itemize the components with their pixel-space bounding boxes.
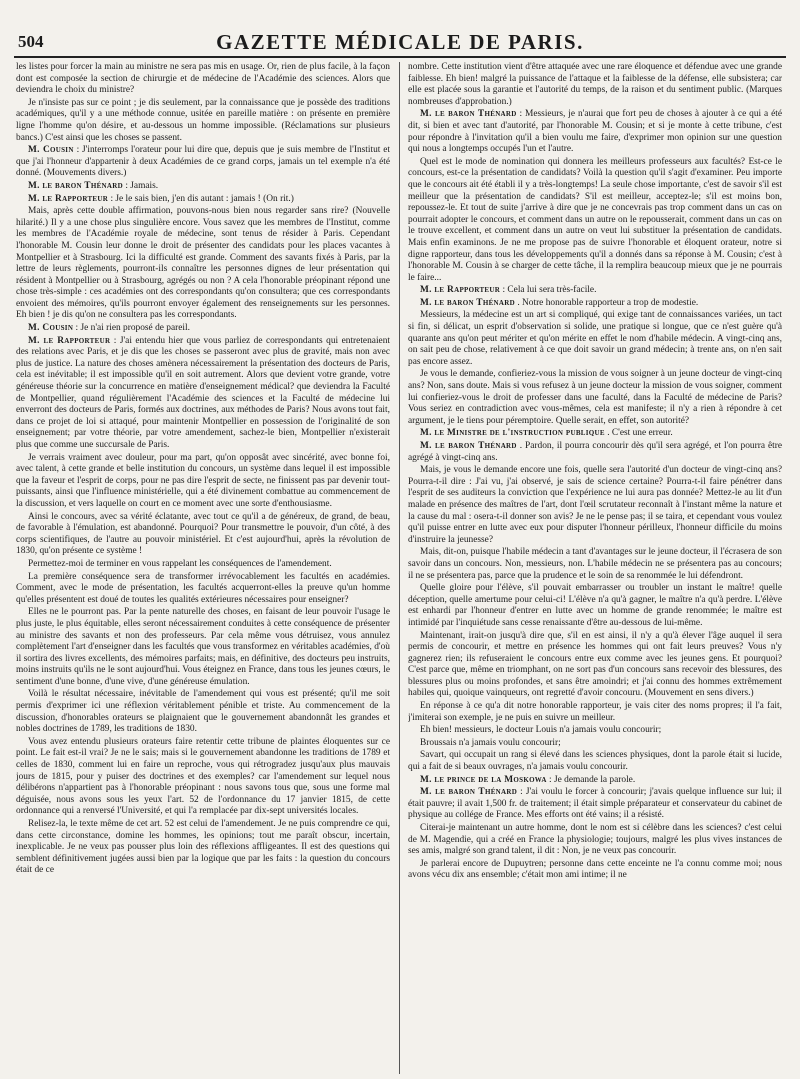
column-divider	[399, 62, 400, 1074]
speaker-name: M. le Rapporteur	[420, 285, 501, 296]
paragraph	[16, 181, 390, 193]
paragraph-text: : Je n'ai rien proposé de pareil.	[75, 323, 190, 334]
paragraph	[408, 465, 782, 546]
paragraph-text: Permettez-moi de terminer en vous rappelant les conséquences de l'amendement.	[28, 558, 332, 569]
paragraph	[408, 725, 782, 737]
speaker-name: M. le baron Thénard	[28, 180, 123, 191]
paragraph	[408, 62, 782, 108]
paragraph	[16, 62, 390, 97]
paragraph	[16, 607, 390, 688]
paragraph-text: : Je demande la parole.	[549, 774, 636, 785]
page-header	[14, 26, 786, 58]
paragraph	[408, 547, 782, 582]
right-column	[408, 62, 782, 1074]
paragraph-text: Je verrais vraiment avec douleur, pour ma part, qu'on opposât avec sincérité, avec bonne foi, avec talent, à cette grande et belle institution du concours, un système dans lequel il est impossible que la faveur et l'esprit de corps, pour ne pas dire l'esprit de secte, ne finissent pas par devenir tout-puissants, ainsi que l'influence ministérielle, qui a été divinement combattue au commencement de la discussion, et vers laquelle on court en ce moment avec une sorte d'enthousiasme.	[16, 452, 390, 509]
paragraph	[16, 206, 390, 322]
paragraph	[408, 298, 782, 310]
paragraph	[408, 428, 782, 440]
paragraph	[408, 750, 782, 773]
paragraph-text: . C'est une erreur.	[607, 428, 673, 439]
paragraph-text: Mais, après cette double affirmation, pouvons-nous bien nous regarder sans rire? (Nouvelle hilarité.) Il y a une chose plus singulière encore. Vous savez que les membres de l'Institut, comme les membres de l'Académie royale de médecine, sont tenus de résider à Paris. Cependant l'honorable M. Cousin leur donne le droit de présenter des candidats pour les places vacantes à Montpellier et à Strasbourg. Ici la difficulté est grande. Comment des savants fixés à Paris, par la lettre de leurs règlements, pourront-ils connaître les personnes dignes de leur présentation qui résident à Montpellier ou à Strasbourg, agrégés ou non ? A cela l'honorable préopinant répond une chose très-simple : ces académies ont des correspondants qu'on consultera; que ces correspondants envoient des mémoires, qu'ils pourront envoyer également des renseignements sur les personnes. Eh bien ! je dis qu'on ne consultera pas les correspondants.	[16, 206, 390, 321]
paragraph-text: : J'ai voulu le forcer à concourir; j'avais quelque influence sur lui; il était pauvre; il avait 1,500 fr. de traitement; il était simple préparateur et conservateur du cabinet de physique au collége de France. Mes efforts ont été vains; il a résisté.	[408, 787, 782, 821]
paragraph	[16, 336, 390, 452]
paragraph-text: Savart, qui occupait un rang si élevé dans les sciences physiques, dont la parole était si lucide, qui a fait de si beaux ouvrages, n'a jamais voulu concourir.	[408, 750, 782, 773]
speaker-name: M. le Ministre de l'instruction publique	[420, 428, 605, 439]
paragraph-text: En réponse à ce qu'a dit notre honorable rapporteur, je vais citer des noms propres; il l'a fait, j'imiterai son exemple, je ne puis en suivre un meilleur.	[408, 701, 782, 723]
paragraph-text: Quelle gloire pour l'élève, s'il pouvait embarrasser ou troubler un instant le maître! quelle déception, quelle amertume pour celui-ci! L'élève n'a qu'à gagner, le maître n'a qu'à perdre. L'élève est enhardi par l'honneur d'entrer en lutte avec un homme de grande renommée; le maître est intimidé par l'inquiétude sans cesse renaissante d'être au-dessous de lui-même.	[408, 583, 782, 628]
paragraph	[408, 157, 782, 285]
journal-title: GAZETTE MÉDICALE DE PARIS.	[216, 30, 584, 54]
paragraph	[16, 194, 390, 206]
paragraph	[408, 787, 782, 822]
paragraph	[408, 859, 782, 882]
paragraph-text: Messieurs, la médecine est un art si compliqué, qui exige tant de connaissances variées, un tact si fin, si délicat, un esprit d'observation si solide, une pratique si longue, que ce n'est guère qu'à quarante ans qu'on peut mériter et qu'on mérite en effet le nom d'habile médecin. A vingt-cinq ans, on sait peu de chose, relativement à ce que doit savoir un grand médecin; à trente ans, on n'en sait pas encore assez.	[408, 310, 782, 367]
speaker-name: M. Cousin	[28, 323, 74, 334]
paragraph	[408, 775, 782, 787]
article-body	[16, 62, 786, 1074]
paragraph	[16, 689, 390, 735]
paragraph	[408, 823, 782, 858]
paragraph-text: Je parlerai encore de Dupuytren; personne dans cette enceinte ne l'a connu comme moi; nous avons vécu dix ans ensemble; c'était mon ami intime; il ne	[408, 858, 782, 881]
paragraph	[408, 631, 782, 701]
paragraph	[16, 737, 390, 818]
paragraph-text: . Notre honorable rapporteur a trop de modestie.	[517, 297, 699, 308]
paragraph-text: : J'ai entendu hier que vous parliez de correspondants qui entretenaient des relations avec Paris, et je dis que les choses se passeront avec plus de gravité, mais non avec plus de justice. La nature des choses amènera nécessairement la présentation des docteurs de Paris, cela est inévitable; il est impossible qu'il en soit autrement. Alors que devient votre grande, votre généreuse théorie sur la concurrence en matière d'enseignement médical? que deviendra la Faculté de Montpellier, quand régulièrement l'Académie des sciences et la Faculté de médecine lui enverront des docteurs de Paris, formés aux doctrines, aux méthodes de Paris? Nous avons tout fait, dans ce projet de loi si attaqué, pour maintenir Montpellier en possession de l'originalité de son enseignement; par votre théorie, par votre amendement, sachez-le bien, Montpellier n'existerait plus que comme une succursale de Paris.	[16, 335, 390, 450]
page-number: 504	[18, 32, 44, 51]
paragraph-text: nombre. Cette institution vient d'être attaquée avec une rare éloquence et défendue avec une grande faiblesse. Eh bien! malgré la puissance de l'attaque et la faiblesse de la défense, elle subsistera; car elle est placée sous la garantie et l'autorité du temps, de la raison et du sentiment public. (Marques nombreuses d'approbation.)	[408, 62, 782, 107]
paragraph-text: Relisez-la, le texte même de cet art. 52 est celui de l'amendement. Je ne puis comprendre ce qui, dans cette circonstance, domine les hommes, les opinions; tout me paraît obscur, incertain, inexplicable. Je ne veux pas pousser plus loin des réflexions affligeantes. Il est des questions qui semblent définitivement jugées aussi bien par la logique que par les faits : la question du concours était de ce	[16, 819, 390, 876]
paragraph	[16, 98, 390, 144]
paragraph-text: : Jamais.	[125, 180, 159, 191]
paragraph-text: : Messieurs, je n'aurai que fort peu de choses à ajouter à ce qui a été dit, si bien et avec tant d'autorité, par l'honorable M. Cousin; et si je monte à cette tribune, c'est pour répondre à l'invitation qu'il a bien voulu me faire, d'exprimer mon opinion sur une question qui nous a longtemps occupés l'un et l'autre.	[408, 109, 782, 155]
paragraph-text: Ainsi le concours, avec sa vérité éclatante, avec tout ce qu'il a de généreux, de grand, de beau, de favorable à l'émulation, est abandonné. Pourquoi? Pour transmettre le pouvoir, d'un côté, à des corps scientifiques, de l'autre au pouvoir ministériel. Et c'est aujourd'hui, après la révolution de 1830, qu'on présente ce système !	[16, 511, 390, 557]
speaker-name: M. le prince de la Moskowa	[420, 774, 547, 785]
left-column	[16, 62, 390, 1074]
paragraph-text: Je n'insiste pas sur ce point ; je dis seulement, par la connaissance que je possède des traditions académiques, qu'il y a une méthode connue, usitée en pareille matière : on présente en première ligne l'homme qu'on désire, et au-dessous un homme impossible. (Réclamations sur plusieurs bancs.) C'est ainsi que les choses se passent.	[16, 97, 390, 143]
paragraph-text: Je vous le demande, confieriez-vous la mission de vous soigner à un jeune docteur de vingt-cinq ans? Non, sans doute. Mais si vous refusez à un jeune docteur la mission de vous soigner, comment lui confieriez-vous le droit de professer dans une faculté, dans la Faculté de médecine de Paris? Vous seriez en contradiction avec vous-mêmes, cela est manifeste; il n'y a rien à répondre à cet argument, je le tiens pour péremptoire. Quelle serait, en effet, son autorité?	[408, 369, 782, 426]
paragraph-text: Maintenant, irait-on jusqu'à dire que, s'il en est ainsi, il n'y a qu'à élever l'âge auquel il sera permis de concourir, et mettre en présence les hommes qui ont fait leurs preuves? Vous n'y gagnerez rien; ils refuseraient le concours entre eux comme avec les jeunes gens. Et pourquoi? C'est parce que, même en triomphant, on ne sort pas d'un concours sans recevoir des blessures, des blessures plus ou moins profondes, et sans être amoindri; et j'ai connu des hommes extrêmement habiles qui, quoique vainqueurs, ont regretté d'avoir concouru. (Mouvement en sens divers.)	[408, 630, 782, 699]
paragraph-text: Mais, je vous le demande encore une fois, quelle sera l'autorité d'un docteur de vingt-cinq ans? Pourra-t-il dire : J'ai vu, j'ai observé, je sais de science certaine? Pourra-t-il faire pénétrer dans l'esprit de ses auditeurs la conviction que l'expérience ne lui aura pas donnée? Mettez-le au lit d'un malade en présence des maîtres de l'art, dont l'œil scrutateur reconnaît à l'instant même la nature et la cause du mal : osera-t-il donner son avis? Je ne le pense pas; il se taira, et cependant vous voulez qu'il puisse entrer en lutte avec eux pour disputer l'honneur périlleux, l'honneur difficile du moins d'instruire la jeunesse?	[408, 465, 782, 545]
paragraph-text: La première conséquence sera de transformer irrévocablement les facultés en académies. Comment, avec le mode de présentation, les facultés acquerront-elles la preuve qu'un homme qu'elles présentent est doué de toutes les qualités extérieures nécessaires pour enseigner?	[16, 571, 390, 605]
speaker-name: M. le Rapporteur	[28, 335, 111, 346]
paragraph-text: les listes pour forcer la main au ministre ne sera pas mis en usage. Or, rien de plus facile, à la façon dont est composée la section de chirurgie et de médecine de l'Académie des sciences. Alors que deviendra le choix du ministre?	[16, 62, 390, 96]
paragraph-text: Mais, dit-on, puisque l'habile médecin a tant d'avantages sur le jeune docteur, il l'écrasera de son savoir dans un concours. Non, messieurs, non. L'habile médecin ne se présentera pas au concours; il ne se présentera pas, parce que la prudence et le soin de sa renommée le lui défendront.	[408, 547, 782, 581]
speaker-name: M. le baron Thénard	[420, 297, 515, 308]
paragraph	[408, 369, 782, 427]
paragraph	[16, 512, 390, 558]
paragraph-text: : J'interromps l'orateur pour lui dire que, depuis que je suis membre de l'Institut et que j'ai l'honneur d'appartenir à deux Académies de ce grand corps, jamais un tel exemple n'a été donné. (Mouvements divers.)	[16, 145, 390, 179]
paragraph	[408, 583, 782, 629]
paragraph	[408, 109, 782, 155]
speaker-name: M. le baron Thénard	[420, 109, 517, 120]
paragraph	[16, 559, 390, 571]
paragraph-text: Voilà le résultat nécessaire, inévitable de l'amendement qui vous est présenté; qu'il me soit permis d'exprimer ici une réflexion véritablement pénible et triste. Au commencement de la discussion, d'honorables orateurs se plaignaient que le gouvernement abandonnât les grandes et nobles doctrines de 1789, les traditions de 1830.	[16, 689, 390, 735]
paragraph	[16, 453, 390, 511]
paragraph-text: : Je le sais bien, j'en dis autant : jamais ! (On rit.)	[110, 193, 294, 204]
paragraph	[16, 145, 390, 180]
paragraph-text: Quel est le mode de nomination qui donnera les meilleurs professeurs aux facultés? Est-ce le concours, est-ce la présentation de candidats? Voilà la question qu'il s'agit d'examiner. Peu importe que le concours ait été établi il y a très-longtemps! La seule chose importante, c'est de savoir s'il est meilleur que la présentation de candidats? S'il est meilleur, acceptez-le; s'il est moins bon, repoussez-le. Et tout de suite j'arrive à dire que je ne concevrais pas trop comment dans un cas on pourrait adopter le concours, et comment dans un autre on le repousserait, comment dans un cas on le trouve excellent, et comment dans un autre on veut lui substituer la présentation de candidats. Mais enfin examinons. Je ne me propose pas de suivre l'honorable et éloquent orateur, notre si digne rapporteur, dans tous les développements qu'il a donnés dans sa réponse à M. Cousin; c'est à l'honorable M. Cousin à se charger de cette tâche, il la remplira beaucoup mieux que je ne pourrais le faire...	[408, 156, 782, 283]
paragraph-text: . Pardon, il pourra concourir dès qu'il sera agrégé, et l'on pourra être agrégé à vingt-cinq ans.	[408, 441, 782, 463]
paragraph-text: Broussais n'a jamais voulu concourir;	[420, 737, 561, 748]
speaker-name: M. le baron Thénard	[420, 441, 517, 451]
paragraph	[16, 572, 390, 607]
speaker-name: M. le Rapporteur	[28, 193, 109, 204]
paragraph	[408, 441, 782, 464]
paragraph-text: Vous avez entendu plusieurs orateurs faire retentir cette tribune de plaintes éloquentes sur ce point. Le fait est-il vrai? Je ne le sais; mais si le gouvernement abandonne les traditions de 1789 et celles de 1830, comment lui en faire un reproche, vous qui rétrogradez jusqu'aux plus mauvais jours de 1815, pour y puiser des doctrines et des exemples? car l'amendement sur lequel nous délibérons n'appartient pas à l'honorable préopinant : nous savons tous que, sous une forme mal déguisée, nous avons sous les yeux l'art. 52 de l'ordonnance du 17 janvier 1815, de cette ordonnance qui a renversé l'Université, et qui l'a remplacée par dix-sept universités locales.	[16, 736, 390, 817]
paragraph-text: Eh bien! messieurs, le docteur Louis n'a jamais voulu concourir;	[420, 725, 662, 736]
paragraph	[16, 323, 390, 335]
speaker-name: M. Cousin	[28, 145, 74, 156]
paragraph	[408, 285, 782, 297]
paragraph-text: : Cela lui sera très-facile.	[502, 285, 597, 296]
speaker-name: M. le baron Thénard	[420, 787, 518, 798]
paragraph-text: Citerai-je maintenant un autre homme, dont le nom est si célèbre dans les sciences? c'est celui de M. Magendie, qui a créé en France la physiologie; toujours, malgré les plus vives instances de ses amis, malgré son grand talent, il dit : Non, je ne veux pas concourir.	[408, 823, 782, 857]
paragraph	[16, 819, 390, 877]
paragraph-text: Elles ne le pourront pas. Par la pente naturelle des choses, en faisant de leur pouvoir l'usage le plus juste, le plus équitable, elles seront nécessairement conduites à cette conséquence de présenter au ministre des savants et non des professeurs. Par cela même vous détruisez, vous annulez complètement l'art d'enseigner dans les facultés que vous transformez en véritables académies, d'où il sortira des livres excellents, des mémoires parfaits; mais, en définitive, des docteurs peu instruits, moins instruits qu'ils ne le sont aujourd'hui. Vous éteignez en France, dans tous les jeunes cœurs, le sentiment d'une bonne, d'une vive, d'une généreuse émulation.	[16, 607, 390, 687]
paragraph	[408, 701, 782, 724]
paragraph	[408, 310, 782, 368]
paragraph	[408, 738, 782, 750]
